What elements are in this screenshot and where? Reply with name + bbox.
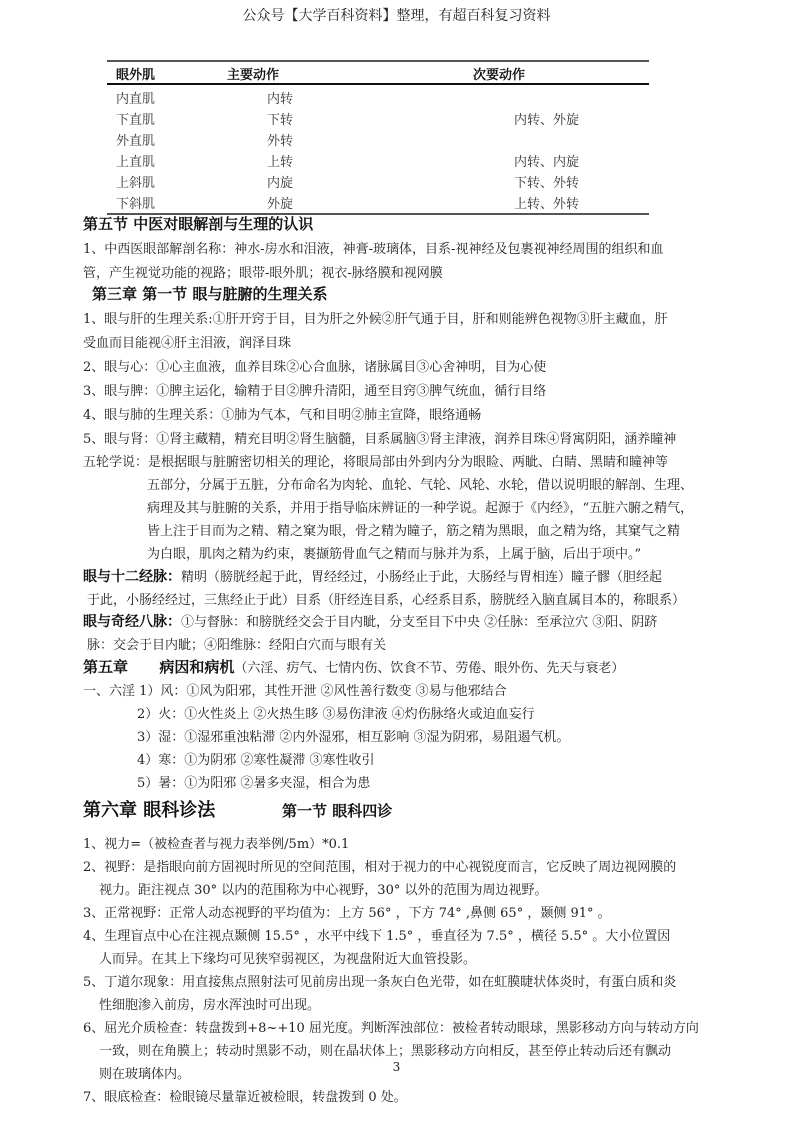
paragraph-line: 3、眼与脾：①脾主运化，输精于目②脾升清阳，通至目窍③脾气统血，循行目络 bbox=[83, 384, 547, 399]
paragraph-line: 1、视力=（被检查者与视力表举例/5m）*0.1 bbox=[83, 837, 350, 852]
paragraph-line: 4）寒：①为阴邪 ②寒性凝滞 ③寒性收引 bbox=[137, 753, 375, 768]
table-cell-muscle: 上直肌 bbox=[116, 155, 156, 170]
table-cell-secondary: 内转、内旋 bbox=[514, 155, 580, 170]
paragraph-line: 一、六淫 1）风：①风为阳邪，其性开泄 ②风性善行数变 ③易与他邪结合 bbox=[83, 684, 507, 699]
table-header-primary: 主要动作 bbox=[227, 68, 280, 83]
meridians-text: 精明（膀胱经起于此，胃经经过，小肠经止于此，大肠经与胃相连）瞳子髎（胆经起 bbox=[181, 570, 663, 585]
paragraph-line: 5、眼与肾：①肾主藏精，精充目明②肾生脑髓，目系属脑③肾主津液，润养目珠④肾寓阴阳，涵养瞳神 bbox=[83, 432, 677, 447]
table-cell-muscle: 上斜肌 bbox=[116, 176, 156, 191]
paragraph-line: 脉：交会于目内眦；④阳维脉：经阳白穴而与眼有关 bbox=[87, 638, 387, 653]
paragraph-line: 于此，小肠经经过，三焦经止于此）目系（肝经连目系，心经系目系，膀胱经入脑直属目本的，称眼系） bbox=[87, 593, 686, 608]
paragraph-line: 1、眼与肝的生理关系:①肝开窍于目，目为肝之外候②肝气通于目，肝和则能辨色视物③肝主藏血，肝 bbox=[83, 312, 668, 327]
paragraph-line: 管，产生视觉功能的视路；眼带-眼外肌；视衣-脉络膜和视网膜 bbox=[83, 266, 443, 281]
section-heading: 第五节 中医对眼解剖与生理的认识 bbox=[83, 215, 314, 233]
table-header-secondary: 次要动作 bbox=[473, 68, 526, 83]
section-heading: 第一节 眼科四诊 bbox=[282, 802, 393, 820]
paragraph-line: 2）火：①火性炎上 ②火热生眵 ③易伤津液 ④灼伤脉络火或迫血妄行 bbox=[137, 707, 535, 722]
meridians-line bbox=[83, 566, 662, 586]
table-cell-primary: 外转 bbox=[267, 134, 294, 149]
chapter-heading: 第六章 眼科诊法 bbox=[83, 800, 216, 821]
paragraph-line: 7、眼底检查：检眼镜尽量靠近被检眼，转盘拨到 0 处。 bbox=[83, 1090, 407, 1105]
wulun-paragraph-line: 五部分，分属于五脏，分布命名为肉轮、血轮、气轮、风轮、水轮，借以说明眼的解剖、生理、 bbox=[147, 478, 694, 493]
chapter-5-heading-line bbox=[83, 656, 624, 677]
paragraph-line: 2、视野：是指眼向前方固视时所见的空间范围，相对于视力的中心视锐度而言，它反映了周边视网膜的 bbox=[83, 860, 677, 875]
paragraph-line: 视力。距注视点 30° 以内的范围称为中心视野，30° 以外的范围为周边视野。 bbox=[99, 883, 548, 898]
extra-meridians-line bbox=[83, 611, 657, 631]
paragraph-line: 2、眼与心：①心主血液，血养目珠②心合血脉，诸脉属目③心舍神明，目为心使 bbox=[83, 360, 547, 375]
table-cell-secondary: 上转、外转 bbox=[514, 197, 580, 212]
paragraph-line: 人而异。在其上下缘均可见狭窄弱视区，为视盘附近大血管投影。 bbox=[99, 952, 477, 967]
table-header-rule bbox=[107, 83, 649, 85]
chapter-subtitle: （六淫、疠气、七情内伤、饮食不节、劳倦、眼外伤、先天与衰老） bbox=[234, 661, 625, 676]
paragraph-line: 1、中西医眼部解剖名称：神水-房水和泪液，神膏-玻璃体，目系-视神经及包裹视神经周围的组织和血 bbox=[83, 242, 664, 257]
paragraph-line: 6、屈光介质检查：转盘拨到+8~+10 屈光度。判断浑浊部位：被检者转动眼球，黑影移动方向与转动方向 bbox=[83, 1021, 699, 1036]
paragraph-line: 4、生理盲点中心在注视点颞侧 15.5° ，水平中线下 1.5° ，垂直径为 7.5° ，横径 5.5° 。大小位置因 bbox=[83, 929, 671, 944]
table-cell-primary: 上转 bbox=[267, 155, 294, 170]
paragraph-line: 3、正常视野：正常人动态视野的平均值为：上方 56° ，下方 74° ,鼻侧 65° ，颞侧 91° 。 bbox=[83, 906, 611, 921]
paragraph-line: 5）暑：①为阳邪 ②暑多夹湿，相合为患 bbox=[137, 776, 371, 791]
paragraph-line: 则在玻璃体内。 bbox=[99, 1067, 191, 1082]
table-cell-primary: 下转 bbox=[267, 113, 294, 128]
paragraph-line: 受血而目能视④肝主泪液，润泽目珠 bbox=[83, 336, 292, 351]
table-cell-muscle: 下直肌 bbox=[116, 113, 156, 128]
wulun-paragraph-line: 皆上注于目而为之精、精之窠为眼，骨之精为瞳子，筋之精为黑眼，血之精为络，其窠气之精 bbox=[147, 524, 681, 539]
table-cell-secondary: 下转、外转 bbox=[514, 176, 580, 191]
chapter-heading: 第三章 第一节 眼与脏腑的生理关系 bbox=[92, 285, 328, 303]
paragraph-line: 性细胞渗入前房，房水浑浊时可出现。 bbox=[99, 998, 321, 1013]
page-header: 公众号【大学百科资料】整理，有超百科复习资料 bbox=[242, 8, 551, 24]
table-cell-primary: 外旋 bbox=[267, 197, 294, 212]
page-number: 3 bbox=[392, 1060, 401, 1074]
extra-meridians-heading: 眼与奇经八脉： bbox=[83, 614, 181, 630]
table-cell-primary: 内转 bbox=[267, 92, 294, 107]
table-cell-muscle: 下斜肌 bbox=[116, 197, 156, 212]
chapter-heading: 第五章 病因和病机 bbox=[83, 658, 235, 676]
table-cell-primary: 内旋 bbox=[267, 176, 294, 191]
paragraph-line: 5、丁道尔现象：用直接焦点照射法可见前房出现一条灰白色光带，如在虹膜睫状体炎时，有蛋白质和炎 bbox=[83, 975, 677, 990]
table-cell-muscle: 外直肌 bbox=[116, 134, 156, 149]
paragraph-line: 3）湿：①湿邪重浊粘滞 ②内外湿邪，相互影响 ③湿为阴邪，易阻遏气机。 bbox=[137, 730, 570, 745]
paragraph-line: 一致，则在角膜上；转动时黑影不动，则在晶状体上；黑影移动方向相反，甚至停止转动后还有飘动 bbox=[99, 1044, 672, 1059]
extra-meridians-text: ①与督脉：和膀胱经交会于目内眦，分支至目下中央 ②任脉：至承泣穴 ③阳、阴跻 bbox=[181, 615, 658, 630]
meridians-heading: 眼与十二经脉： bbox=[83, 569, 181, 585]
table-header-muscle: 眼外肌 bbox=[116, 68, 156, 83]
table-cell-secondary: 内转、外旋 bbox=[514, 113, 580, 128]
table-top-rule bbox=[107, 60, 649, 62]
table-cell-muscle: 内直肌 bbox=[116, 92, 156, 107]
wulun-paragraph-line: 病理及其与脏腑的关系，并用于指导临床辨证的一种学说。起源于《内经》，“五脏六腑之精气， bbox=[147, 501, 694, 516]
paragraph-line: 4、眼与肺的生理关系：①肺为气本，气和目明②肺主宣降，眼络通畅 bbox=[83, 408, 482, 423]
wulun-paragraph-line: 五轮学说：是根据眼与脏腑密切相关的理论，将眼局部由外到内分为眼睑、两眦、白睛、黑睛和瞳神等 bbox=[83, 455, 669, 470]
wulun-paragraph-line: 为白眼，肌肉之精为约束，裹撷筋骨血气之精而与脉并为系，上属于脑，后出于项中。” bbox=[147, 547, 642, 562]
